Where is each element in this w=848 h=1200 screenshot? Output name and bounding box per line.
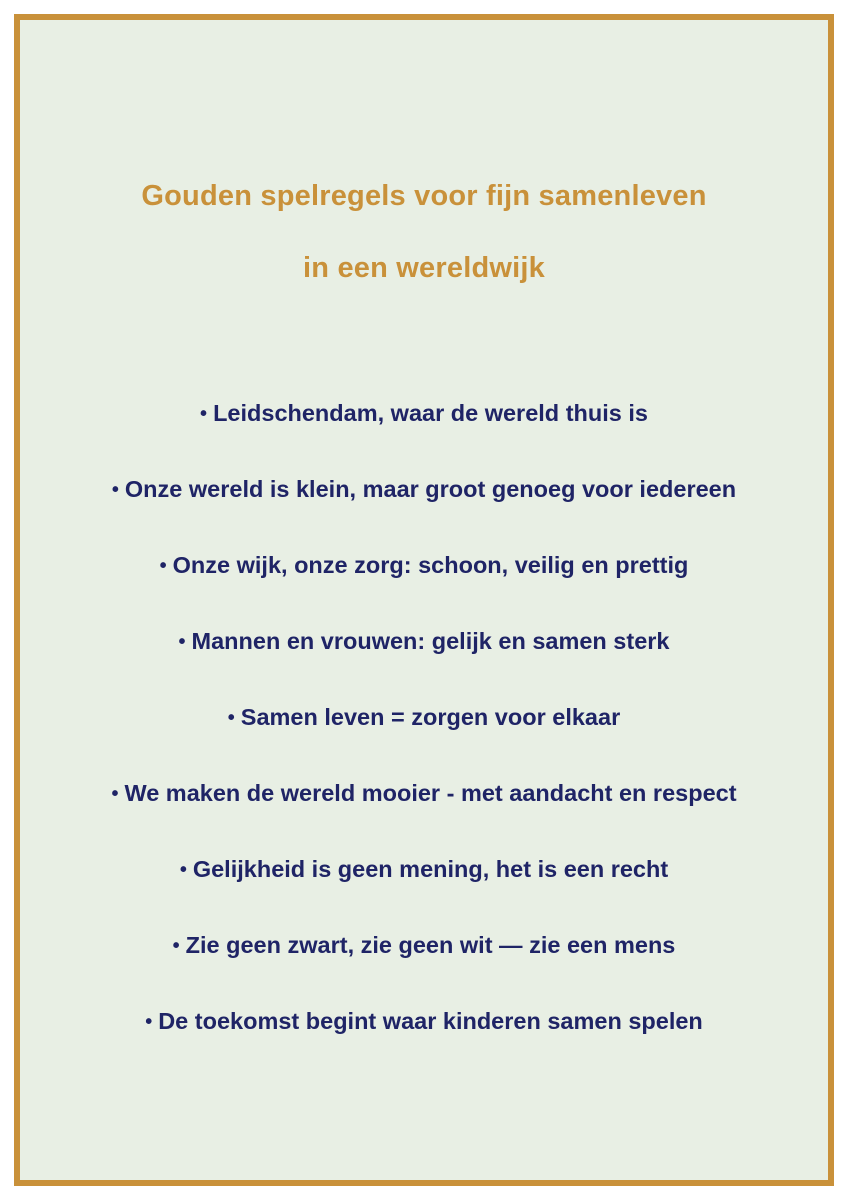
rule-item — [20, 856, 828, 932]
rule-item — [20, 476, 828, 552]
rule-item — [20, 400, 828, 476]
bullet-icon: • — [178, 631, 186, 653]
bullet-icon: • — [145, 1011, 153, 1033]
rule-item — [20, 1008, 828, 1084]
bullet-icon: • — [179, 859, 187, 881]
rule-item — [20, 780, 828, 856]
rule-text: Onze wereld is klein, maar groot genoeg voor iedereen — [124, 476, 737, 502]
rule-item — [20, 704, 828, 780]
rule-text: Samen leven = zorgen voor elkaar — [240, 704, 621, 730]
rules-list — [20, 400, 828, 1084]
bullet-icon: • — [159, 555, 167, 577]
rule-text: Onze wijk, onze zorg: schoon, veilig en prettig — [172, 552, 689, 578]
bullet-icon: • — [172, 935, 180, 957]
rule-text: Leidschendam, waar de wereld thuis is — [213, 400, 648, 426]
rule-text: Gelijkheid is geen mening, het is een recht — [192, 856, 669, 882]
rule-text: De toekomst begint waar kinderen samen spelen — [158, 1008, 703, 1034]
rule-text: We maken de wereld mooier - met aandacht en respect — [124, 780, 737, 806]
rule-item — [20, 552, 828, 628]
rule-item — [20, 932, 828, 1008]
poster-title-line-2: in een wereldwijk — [303, 252, 545, 284]
rule-item — [20, 628, 828, 704]
bullet-icon: • — [227, 707, 235, 729]
bullet-icon: • — [111, 783, 119, 805]
rule-text: Mannen en vrouwen: gelijk en samen sterk — [191, 628, 670, 654]
poster-title-line-1: Gouden spelregels voor fijn samenleven — [141, 180, 707, 212]
bullet-icon: • — [111, 479, 119, 501]
bullet-icon: • — [200, 403, 208, 425]
rule-text: Zie geen zwart, zie geen wit — zie een mens — [185, 932, 676, 958]
poster-frame — [14, 14, 834, 1186]
